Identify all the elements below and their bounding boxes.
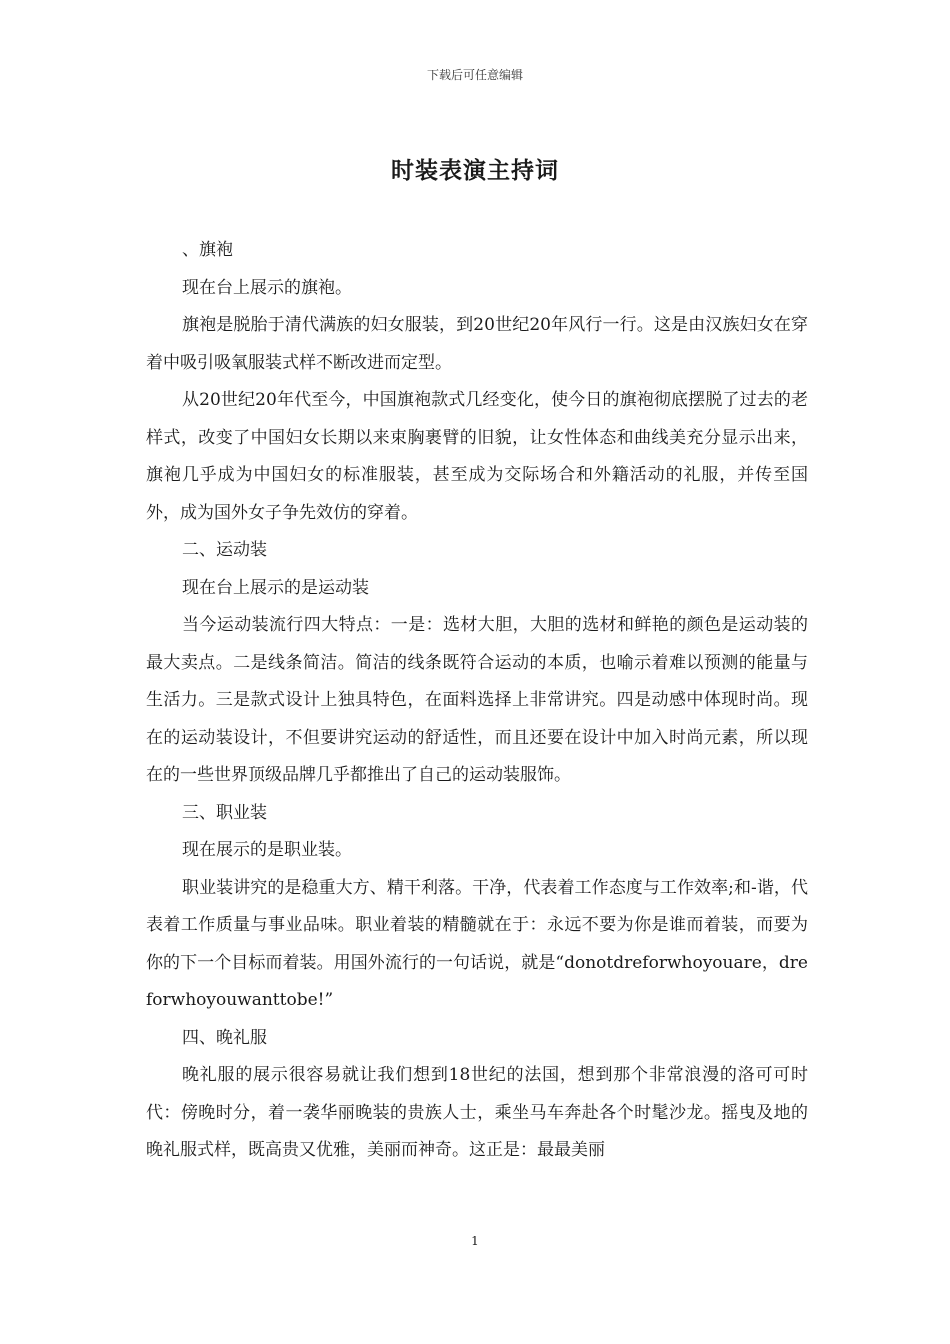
paragraph: 职业装讲究的是稳重大方、精干利落。干净，代表着工作态度与工作效率;和-谐，代表着工作质量与事业品味。职业着装的精髓就在于：永远不要为你是谁而着装，而要为你的下一个目标而着装。用国外流行的一句话说，就是“donotdreforwhoyouare，dreforwhoyouwanttobe!” <box>146 877 808 1010</box>
paragraph: 从20世纪20年代至今，中国旗袍款式几经变化，使今日的旗袍彻底摆脱了过去的老样式，改变了中国妇女长期以来束胸裹臂的旧貌，让女性体态和曲线美充分显示出来，旗袍几乎成为中国妇女的标准服装，甚至成为交际场合和外籍活动的礼服，并传至国外，成为国外女子争先效仿的穿着。 <box>146 390 808 523</box>
section-heading-evening-dress: 四、晚礼服 <box>182 1027 267 1048</box>
section-heading-workwear: 三、职业装 <box>182 802 267 823</box>
paragraph: 旗袍是脱胎于清代满族的妇女服装，到20世纪20年风行一行。这是由汉族妇女在穿着中吸引吸氧服装式样不断改进而定型。 <box>146 315 808 373</box>
paragraph: 当今运动装流行四大特点：一是：选材大胆，大胆的选材和鲜艳的颜色是运动装的最大卖点。二是线条简洁。简洁的线条既符合运动的本质，也喻示着难以预测的能量与生活力。三是款式设计上独具特色，在面料选择上非常讲究。四是动感中体现时尚。现在的运动装设计，不但要讲究运动的舒适性，而且还要在设计中加入时尚元素，所以现在的一些世界顶级品牌几乎都推出了自己的运动装服饰。 <box>146 615 808 785</box>
paragraph: 晚礼服的展示很容易就让我们想到18世纪的法国，想到那个非常浪漫的洛可可时代：傍晚时分，着一袭华丽晚装的贵族人士，乘坐马车奔赴各个时髦沙龙。摇曳及地的晚礼服式样，既高贵又优雅，美丽而神奇。这正是：最最美丽 <box>146 1065 808 1160</box>
document-body <box>146 232 808 1170</box>
section-heading-qipao: 、旗袍 <box>182 240 233 260</box>
header-note: 下载后可任意编辑 <box>426 68 523 82</box>
page-number: 1 <box>471 1234 479 1248</box>
section-heading-sportswear: 二、运动装 <box>182 540 267 560</box>
paragraph: 现在台上展示的旗袍。 <box>182 277 352 298</box>
document-title: 时装表演主持词 <box>391 157 559 184</box>
paragraph: 现在展示的是职业装。 <box>182 840 352 860</box>
paragraph: 现在台上展示的是运动装 <box>182 577 369 598</box>
